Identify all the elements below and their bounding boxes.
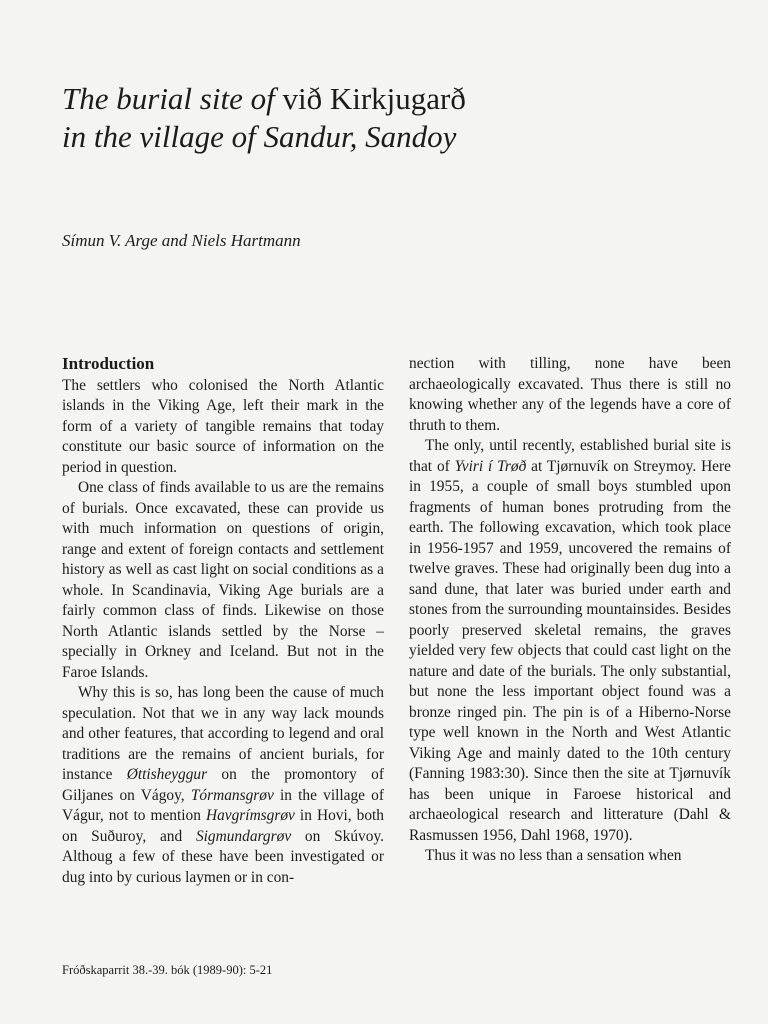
title-line2-italic-b: Sandoy xyxy=(357,119,457,154)
title-line2-italic: in the village of Sandur, xyxy=(62,119,358,154)
title-line1-roman: við Kirkjugarð xyxy=(274,81,466,116)
place-name: Tórmansgrøv xyxy=(190,786,274,804)
right-column xyxy=(409,354,731,867)
section-heading: Introduction xyxy=(62,354,155,373)
paragraph: One class of finds available to us are the remains of burials. Once excavated, these can provide us with much information on questions of origin, range and extent of foreign contacts and settlement history as well as cast light on social conditions as a whole. In Scandinavia, Viking Age burials are a fairly common class of finds. Likewise on those North Atlantic islands settled by the Norse – specially in Orkney and Iceland. But not in the Faroe Islands. xyxy=(62,479,384,681)
paragraph: The only, until recently, established burial site is that of Yviri í Trøð at Tjørnuvík on Streymoy. Here in 1955, a couple of small boys stumbled upon fragments of human bones protruding from the earth. The following excavation, which took place in 1956-1957 and 1959, uncovered the remains of twelve graves. These had originally been dug into a sand dune, that later was buried under earth and stones from the surrounding mountainsides. Besides poorly preserved skeletal remains, the graves yielded very few objects that could cast light on the nature and date of the burials. The only substantial, but none the less important object found was a bronze ringed pin. The pin is of a Hiberno-Norse type well known in the North and West Atlantic Viking Age and mainly dated to the 10th century (Fanning 1983:30). Since then the site at Tjørnuvík has been unique in Faroese historical and archaeological research and litterature (Dahl & Rasmussen 1956, Dahl 1968, 1970). xyxy=(409,437,731,844)
article-title xyxy=(62,80,702,156)
place-name: Sigmundargrøv xyxy=(195,827,292,845)
paragraph: Why this is so, has long been the cause of much speculation. Not that we in any way lack mounds and other features, that according to legend and oral traditions are the remains of ancient burials, for instance Øttisheyggur on the promontory of Giljanes on Vágoy, Tórmansgrøv in the village of Vágur, not to mention Havgrímsgrøv in Hovi, both on Suðuroy, and Sigmundargrøv on Skúvoy. Althoug a few of these have been investigated or dug into by curious laymen or in con- xyxy=(62,684,385,886)
paragraph: nection with tilling, none have been archaeologically excavated. Thus there is still no knowing whether any of the legends have a core of thruth to them. xyxy=(409,355,731,434)
place-name: Øttisheyggur xyxy=(126,766,208,783)
paragraph: Thus it was no less than a sensation when xyxy=(425,847,682,864)
title-line1-italic: The burial site of xyxy=(62,81,275,116)
authors: Símun V. Arge and Niels Hartmann xyxy=(62,231,301,250)
left-column xyxy=(62,354,384,888)
place-name: Yviri í Trøð xyxy=(454,457,527,475)
journal-citation-footer: Fróðskaparrit 38.-39. bók (1989-90): 5-21 xyxy=(62,963,273,977)
paragraph: The settlers who colonised the North Atlantic islands in the Viking Age, left their mark in the form of a variety of tangible remains that today constitute our basic source of information on the period in question. xyxy=(62,376,384,476)
place-name: Havgrímsgrøv xyxy=(205,807,295,824)
